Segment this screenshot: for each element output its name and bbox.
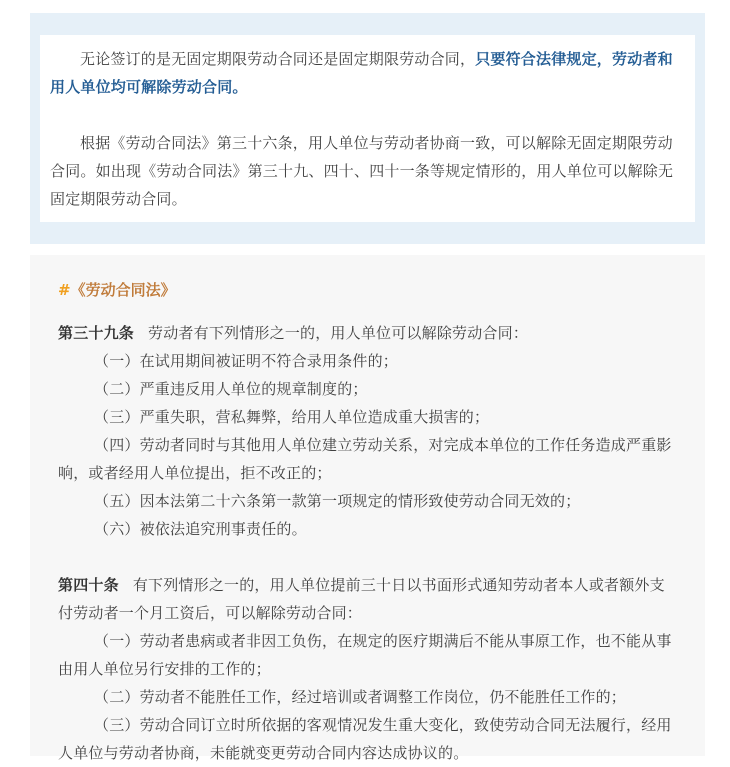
intro-paragraph-2: 根据《劳动合同法》第三十六条，用人单位与劳动者协商一致，可以解除无固定期限劳动合同。如出现《劳动合同法》第三十九、四十、四十一条等规定情形的，用人单位可以解除无固定期限劳动合同。 xyxy=(50,134,674,208)
article-item: （三）劳动合同订立时所依据的客观情况发生重大变化，致使劳动合同无法履行，经用人单位与劳动者协商，未能就变更劳动合同内容达成协议的。 xyxy=(58,716,672,762)
article-item: （二）严重违反用人单位的规章制度的； xyxy=(94,380,368,398)
article-item: （五）因本法第二十六条第一款第一项规定的情形致使劳动合同无效的； xyxy=(94,492,581,510)
law-title-text: 《劳动合同法》 xyxy=(70,281,176,299)
law-excerpt-panel xyxy=(30,255,705,762)
article-text: 有下列情形之一的，用人单位提前三十日以书面形式通知劳动者本人或者额外支付劳动者一个月工资后，可以解除劳动合同： xyxy=(58,576,665,622)
intro-panel xyxy=(30,13,705,244)
article-39-heading xyxy=(58,319,675,347)
intro-card xyxy=(40,35,695,222)
article-40-heading xyxy=(58,571,675,627)
spacer xyxy=(58,543,675,571)
article-item: （六）被依法追究刑事责任的。 xyxy=(94,520,307,538)
intro-highlight: 只要符合法律规定，劳动者和用人单位均可解除劳动合同 xyxy=(50,50,673,96)
intro-text: 无论签订的是无固定期限劳动合同还是固定期限劳动合同， xyxy=(80,50,476,68)
article-item: （二）劳动者不能胜任工作，经过培训或者调整工作岗位，仍不能胜任工作的； xyxy=(94,688,627,706)
article-number: 第四十条 xyxy=(58,576,119,594)
article-number: 第三十九条 xyxy=(58,324,135,342)
article-item: （三）严重失职，营私舞弊，给用人单位造成重大损害的； xyxy=(94,408,490,426)
intro-paragraph-1 xyxy=(50,45,683,101)
article-text: 劳动者有下列情形之一的，用人单位可以解除劳动合同： xyxy=(148,324,529,342)
article-item: （四）劳动者同时与其他用人单位建立劳动关系，对完成本单位的工作任务造成严重影响，或者经用人单位提出，拒不改正的； xyxy=(58,436,672,482)
article-item: （一）劳动者患病或者非因工负伤，在规定的医疗期满后不能从事原工作，也不能从事由用人单位另行安排的工作的； xyxy=(58,632,672,678)
article-item: （一）在试用期间被证明不符合录用条件的； xyxy=(94,352,399,370)
law-title xyxy=(58,277,675,303)
hash-icon: # xyxy=(58,281,71,299)
intro-period: 。 xyxy=(232,78,248,96)
